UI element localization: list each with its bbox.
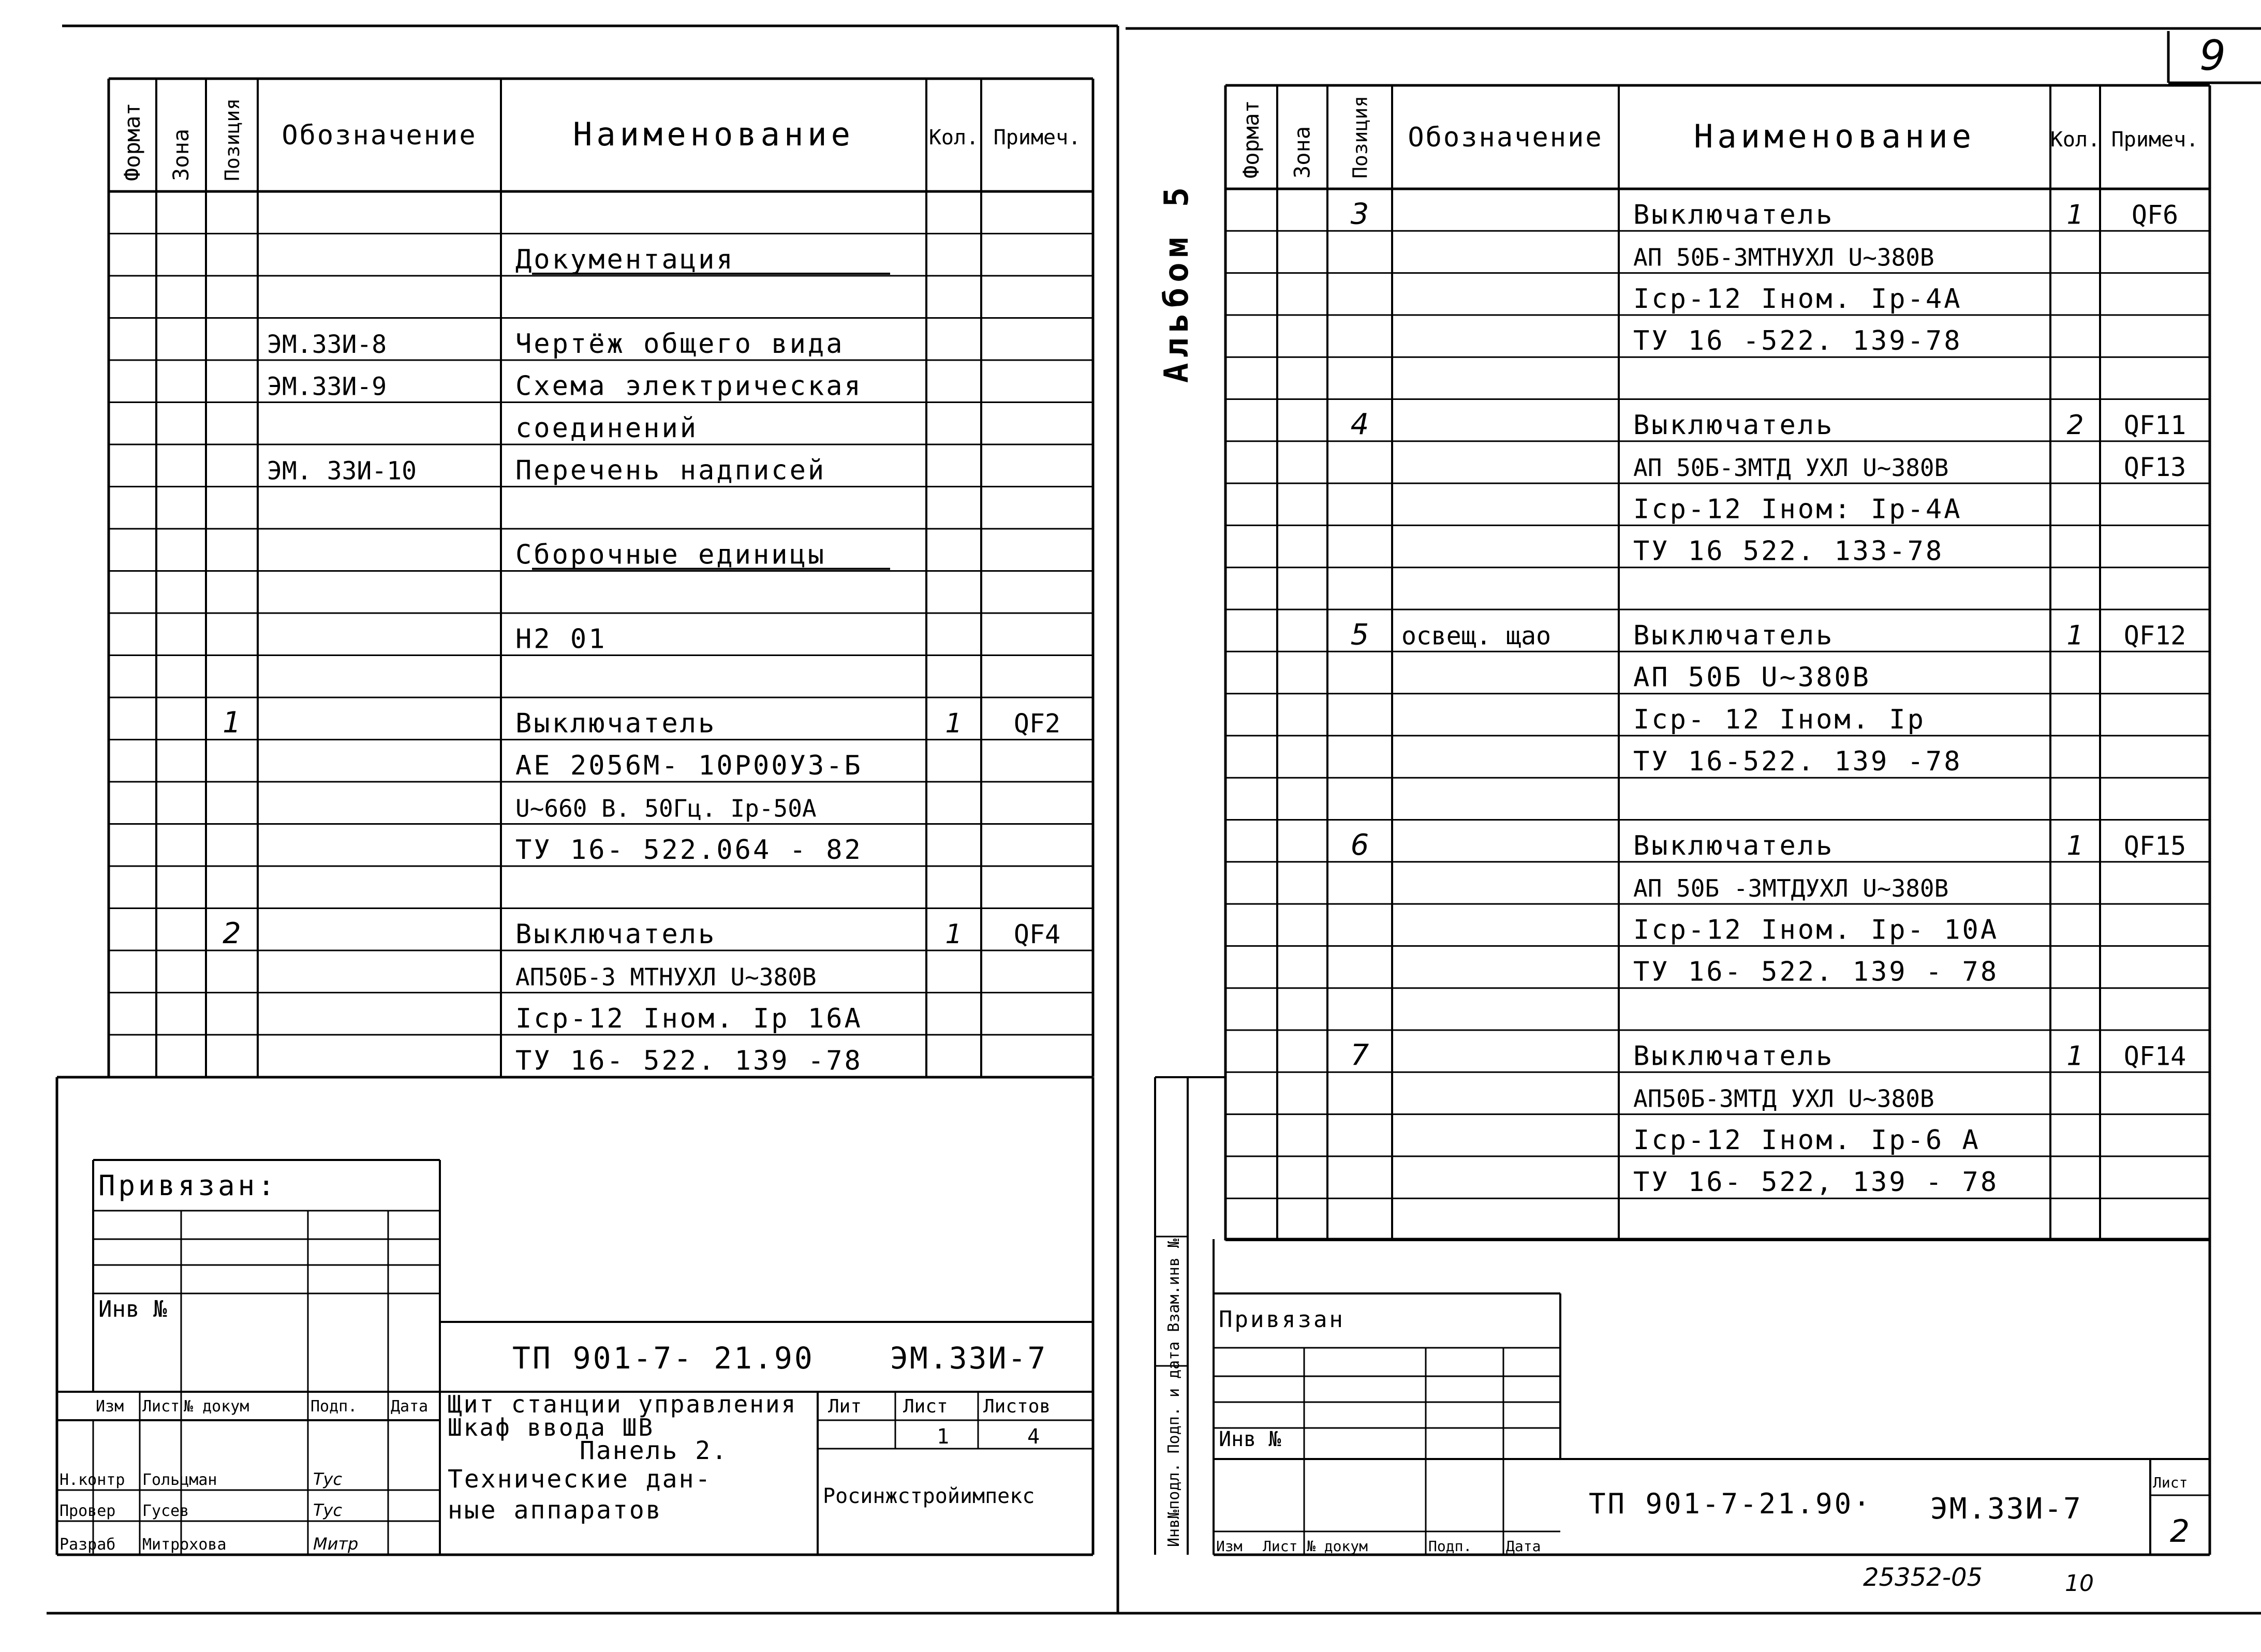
header-format: Формат: [1238, 100, 1264, 178]
header-position: Позиция: [221, 98, 244, 181]
row-name: АП 50Б -3МТДУХЛ U~380В: [1633, 874, 1949, 903]
header-designation: Обозначение: [1408, 122, 1603, 153]
row-name: ТУ 16- 522. 139 - 78: [1633, 956, 1999, 988]
row-name: АЕ 2056М- 10Р00УЗ-Б: [515, 750, 863, 781]
revision-col-header: Лист: [1263, 1538, 1298, 1555]
header-zone: Зона: [1289, 126, 1315, 178]
row-name: Выключатель: [1633, 620, 1835, 651]
row-name: Выключатель: [515, 708, 717, 739]
drawing-title-line: Шкаф ввода ШВ: [448, 1413, 655, 1441]
row-name: U~660 В. 50Гц. Iр-50А: [515, 794, 817, 823]
row-name: Н2 01: [515, 623, 607, 655]
row-name: ТУ 16-522. 139 -78: [1633, 746, 1962, 778]
signature-name: Гусев: [142, 1502, 189, 1520]
signature-role: Провер: [60, 1502, 116, 1520]
row-designation: освещ. щао: [1401, 621, 1551, 651]
row-position: 3: [1350, 197, 1369, 231]
revision-col-header: № докум: [1307, 1538, 1368, 1555]
row-note: QF6: [2131, 200, 2179, 230]
sheet-value: 1: [937, 1425, 950, 1449]
row-note: QF14: [2123, 1041, 2186, 1071]
row-name: ТУ 16 522. 133-78: [1633, 535, 1944, 567]
signature-mark: Митр: [313, 1534, 359, 1554]
header-qty: Кол.: [2050, 128, 2101, 152]
row-designation: ЭМ. 33И-10: [267, 456, 417, 486]
revision-col-header: Подп.: [311, 1397, 358, 1416]
row-note: QF15: [2123, 830, 2186, 861]
bound-label: Привязан:: [98, 1169, 278, 1202]
revision-col-header: Лист: [142, 1397, 180, 1416]
row-name: АП50Б-3 МТНУХЛ U~380В: [515, 963, 817, 991]
row-name: Перечень надписей: [515, 455, 826, 486]
signature-name: Гольцман: [142, 1471, 217, 1489]
row-position: 2: [223, 917, 241, 950]
page-counter: 10: [2065, 1570, 2094, 1597]
revision-col-header: № докум: [184, 1397, 249, 1416]
sheet-label: Лист: [2153, 1474, 2188, 1491]
row-name: Выключатель: [1633, 199, 1835, 231]
drawing-title-line: Технические дан-: [448, 1465, 712, 1494]
row-qty: 2: [2066, 409, 2084, 441]
sheet-number-mark: 9: [2199, 32, 2226, 80]
row-name: ТУ 16 -522. 139-78: [1633, 325, 1962, 357]
revision-col-header: Дата: [391, 1397, 428, 1416]
revision-col-header: Изм: [96, 1397, 124, 1416]
sheet-value: 2: [2169, 1513, 2190, 1550]
row-name: Чертёж общего вида: [515, 329, 845, 360]
header-designation: Обозначение: [282, 120, 477, 151]
side-stamp: Инв№подл. Подп. и дата Взам.инв №: [1165, 1238, 1183, 1547]
row-position: 6: [1350, 828, 1369, 862]
row-note: QF12: [2123, 620, 2186, 651]
row-name: ТУ 16- 522. 139 -78: [515, 1045, 863, 1077]
row-position: 1: [223, 706, 241, 740]
row-name: Iср-12 Iном. Iр-6 А: [1633, 1124, 1981, 1156]
row-name: Выключатель: [1633, 830, 1835, 861]
album-label: Альбом 5: [1158, 182, 1196, 383]
header-note: Примеч.: [993, 126, 1081, 150]
sheet-label: Лист: [903, 1396, 948, 1417]
signature-name: Митрохова: [142, 1536, 227, 1554]
row-name: Iср-12 Iном. Iр- 10А: [1633, 914, 1999, 946]
row-name: Документация: [515, 244, 735, 275]
inv-label: Инв №: [1219, 1427, 1281, 1451]
row-name: Схема электрическая: [515, 370, 863, 402]
row-position: 5: [1350, 618, 1369, 652]
inv-label: Инв №: [98, 1296, 167, 1322]
row-name: Выключатель: [515, 919, 717, 950]
row-qty: 1: [2066, 620, 2084, 651]
row-designation: ЭМ.33И-8: [267, 330, 387, 359]
row-name: АП 50Б-3МТД УХЛ U~380В: [1633, 454, 1949, 482]
bound-label: Привязан: [1219, 1306, 1345, 1333]
revision-col-header: Изм: [1216, 1538, 1243, 1555]
row-note: QF13: [2123, 452, 2186, 483]
signature-role: Разраб: [60, 1536, 116, 1554]
row-name: Сборочные единицы: [515, 539, 826, 571]
drawing-title-line: ные аппаратов: [448, 1496, 662, 1525]
row-note: QF4: [1013, 919, 1061, 949]
archive-number: 25352-05: [1863, 1563, 1983, 1592]
stage-label: Лит: [828, 1396, 862, 1417]
signature-mark: Тус: [313, 1500, 343, 1520]
header-qty: Кол.: [928, 126, 979, 150]
sheets-label: Листов: [983, 1396, 1051, 1417]
row-name: Iср-12 Iном. Iр-4А: [1633, 283, 1962, 315]
header-name: Наименование: [573, 115, 854, 153]
doc-code: ТП 901-7-21.90·: [1589, 1487, 1872, 1520]
revision-col-header: Подп.: [1428, 1538, 1472, 1555]
row-note: QF11: [2123, 410, 2186, 440]
revision-col-header: Дата: [1506, 1538, 1541, 1555]
row-position: 7: [1350, 1038, 1369, 1073]
row-name: Выключатель: [1633, 1040, 1835, 1072]
row-qty: 1: [945, 708, 963, 739]
sheets-value: 4: [1027, 1425, 1040, 1449]
row-name: Iср- 12 Iном. Iр: [1633, 704, 1926, 735]
row-name: АП 50Б-3МТНУХЛ U~380В: [1633, 243, 1934, 272]
header-note: Примеч.: [2111, 128, 2199, 152]
row-position: 4: [1350, 407, 1369, 441]
header-format: Формат: [120, 102, 145, 181]
row-name: Iср-12 Iном. Iр 16А: [515, 1003, 863, 1034]
row-name: ТУ 16- 522.064 - 82: [515, 835, 863, 866]
row-qty: 1: [945, 919, 963, 950]
doc-code: ТП 901-7- 21.90: [512, 1341, 815, 1376]
row-qty: 1: [2066, 830, 2084, 861]
row-name: АП 50Б U~380В: [1633, 662, 1871, 693]
drawing-code: ЭМ.33И-7: [1930, 1492, 2082, 1526]
row-name: Iср-12 Iном: Iр-4А: [1633, 494, 1962, 525]
header-position: Позиция: [1349, 95, 1372, 178]
row-qty: 1: [2066, 199, 2084, 231]
org-name: Росинжстройимпекс: [823, 1484, 1035, 1508]
row-name: Выключатель: [1633, 409, 1835, 441]
signature-mark: Тус: [313, 1469, 343, 1489]
row-name: ТУ 16- 522, 139 - 78: [1633, 1167, 1999, 1198]
drawing-code: ЭМ.33И-7: [890, 1341, 1047, 1376]
drawing-title-line: Панель 2.: [580, 1436, 729, 1465]
row-designation: ЭМ.33И-9: [267, 372, 387, 401]
row-name: соединений: [515, 413, 699, 444]
header-name: Наименование: [1694, 117, 1975, 155]
header-zone: Зона: [168, 128, 194, 181]
row-qty: 1: [2066, 1040, 2084, 1072]
drawing-title-line: Щит станции управления: [448, 1390, 797, 1418]
row-note: QF2: [1013, 708, 1061, 739]
signature-role: Н.контр: [60, 1471, 125, 1489]
row-name: АП50Б-3МТД УХЛ U~380В: [1633, 1084, 1934, 1113]
